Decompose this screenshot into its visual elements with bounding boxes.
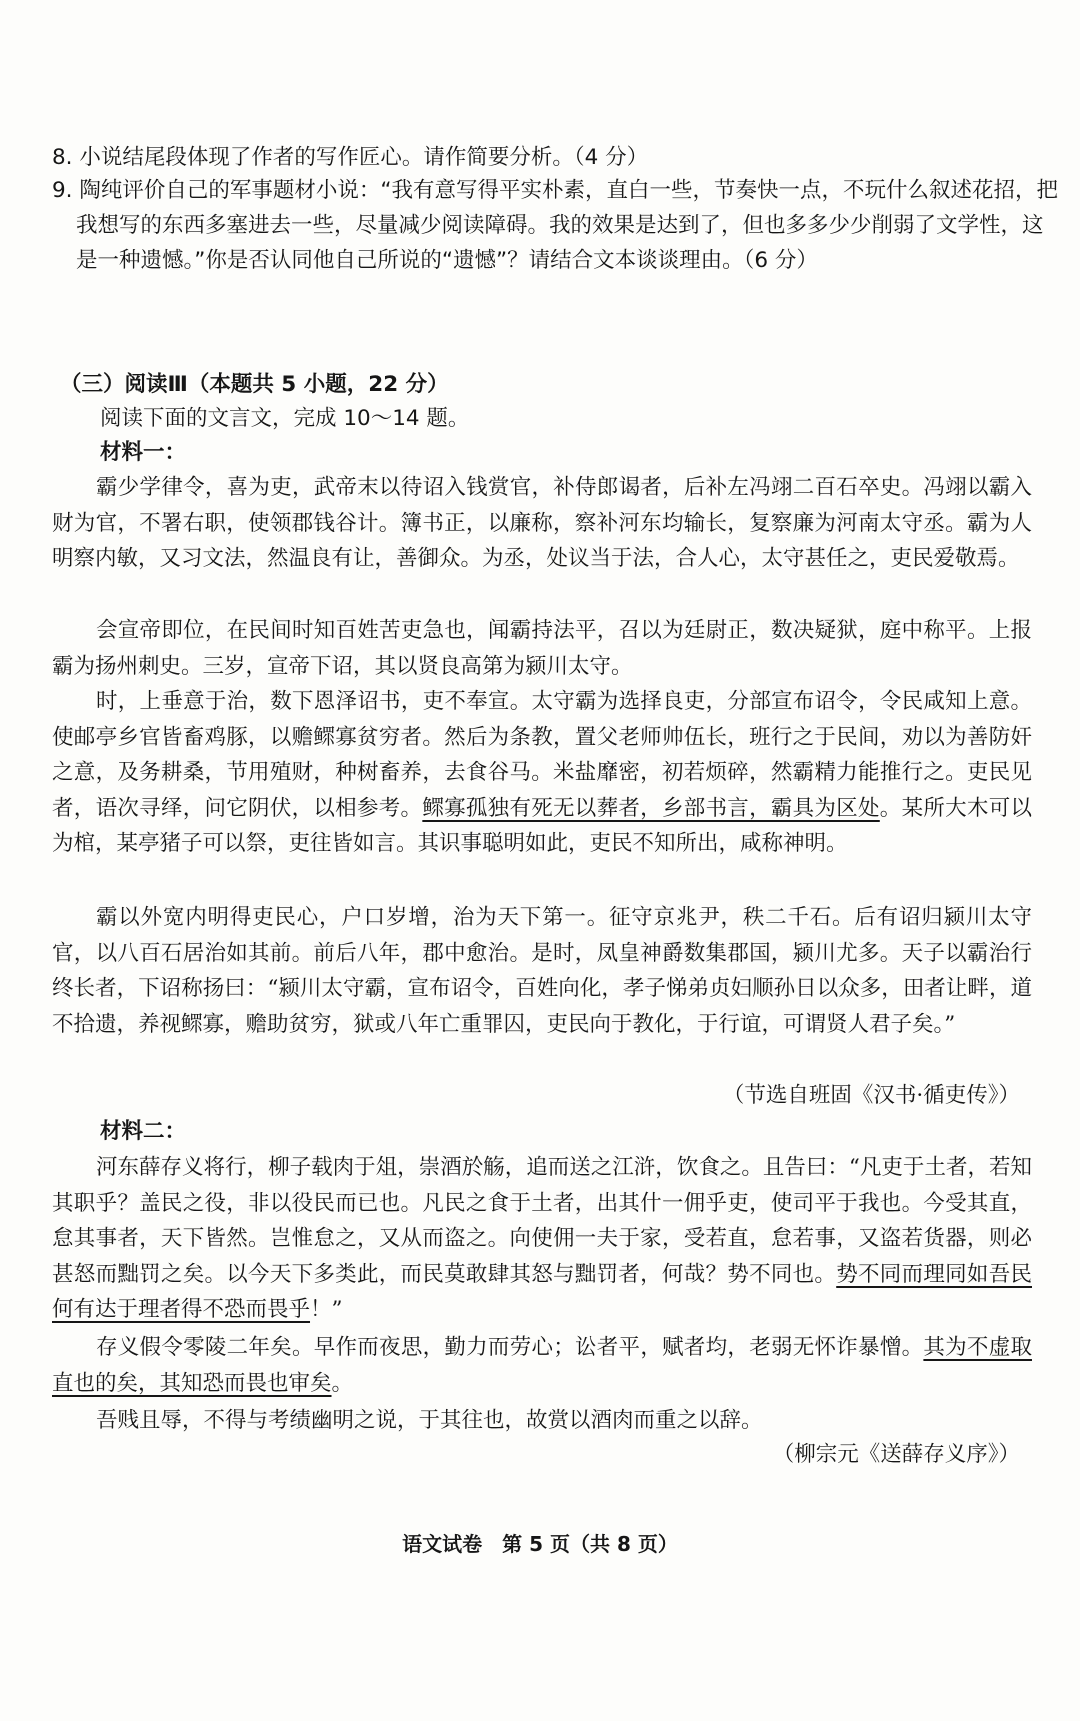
material-2-paragraph-3: 吾贱且辱，不得与考绩幽明之说，于其往也，故赏以酒肉而重之以辞。 [96,1408,763,1433]
material-1-paragraph-3 [52,684,1032,862]
page-footer: 语文试卷 第 5 页（共 8 页） [402,1532,678,1556]
material-1-paragraph-4: 霸以外宽内明得吏民心，户口岁增，治为天下第一。征守京兆尹，秩二千石。后有诏归颍川太守官，以八百石居治如其前。前后八年，郡中愈治。是时，凤皇神爵数集郡国，颍川尤多。天子以霸治行终长者，下诏称扬曰：“颍川太守霸，宣布诏令，百姓向化，孝子悌弟贞妇顺孙日以众多，田者让畔，道不拾遗，养视鳏寡，赡助贫穷，狱或八年亡重罪囚，吏民向于教化，于行谊，可谓贤人君子矣。” [52,905,1032,1037]
underlined-sentence-2: 势不同而理同如吾民何有达于理者得不恐而畏乎 [52,1261,1032,1322]
material-2-paragraph-1 [52,1150,1032,1328]
section-instruction: 阅读下面的文言文，完成 10～14 题。 [100,406,470,431]
material-2-paragraph-2-text-b: 。 [331,1370,354,1396]
material-2-paragraph-1-text-a: 河东薛存义将行，柳子载肉于俎，崇酒於觞，追而送之江浒，饮食之。且告曰：“凡吏于土者，若知其职乎？盖民之役，非以役民而已也。凡民之食于土者，出其什一佣乎吏，使司平于我也。今受其直，怠其事者，天下皆然。岂惟怠之，又从而盗之。向使佣一夫于家，受若直，怠若事，又盗若货器，则必甚怒而黜罚之矣。以今天下多类此，而民莫敢肆其怒与黜罚者，何哉？势不同也。 [52,1155,1032,1287]
material-2-paragraph-1-text-b: ！” [310,1297,343,1322]
material-1-paragraph-3-text-b: 。某所大木可以为棺，某亭猪子可以祭，吏往皆如言。其识事聪明如此，吏民不知所出，咸称神明。 [52,795,1032,856]
question-9: 9. 陶纯评价自己的军事题材小说：“我有意写得平实朴素，直白一些，节奏快一点，不玩什么叙述花招，把我想写的东西多塞进去一些，尽量减少阅读障碍。我的效果是达到了，但也多多少少削弱了文学性，这是一种遗憾。”你是否认同他自己所说的“遗憾”？请结合文本谈谈理由。（6 分） [52,178,1058,273]
material-1-paragraph-1: 霸少学律令，喜为吏，武帝末以待诏入钱赏官，补侍郎谒者，后补左冯翊二百石卒史。冯翊以霸入财为官，不署右职，使领郡钱谷计。簿书正，以廉称，察补河东均输长，复察廉为河南太守丞。霸为人明察内敏，又习文法，然温良有让，善御众。为丞，处议当于法，合人心，太守甚任之，吏民爱敬焉。 [52,475,1032,571]
material-2-paragraph-2 [52,1330,1032,1401]
material-1-paragraph-3-text-a: 时，上垂意于治，数下恩泽诏书，吏不奉宣。太守霸为选择良吏，分部宣布诏令，令民咸知上意。使邮亭乡官皆畜鸡豚，以赡鳏寡贫穷者。然后为条教，置父老师帅伍长，班行之于民间，劝以为善防奸之意，及务耕桑，节用殖财，种树畜养，去食谷马。米盐靡密，初若烦碎，然霸精力能推行之。吏民见者，语次寻绎，问它阴伏，以相参考。 [52,689,1032,821]
material-2-paragraph-2-text-a: 存义假令零陵二年矣。早作而夜思，勤力而劳心；讼者平，赋者均，老弱无怀诈暴憎。 [96,1335,924,1360]
material-1-label: 材料一： [100,440,187,465]
material-2-source: （柳宗元《送薛存义序》） [772,1442,1020,1467]
underlined-sentence-3: 其为不虚取直也的矣，其知恐而畏也审矣 [52,1335,1032,1396]
question-8: 8. 小说结尾段体现了作者的写作匠心。请作简要分析。（4 分） [52,145,649,170]
underlined-sentence-1: 鳏寡孤独有死无以葬者，乡部书言，霸具为区处 [422,795,880,821]
material-2-label: 材料二： [100,1119,187,1144]
material-1-paragraph-2: 会宣帝即位，在民间时知百姓苦吏急也，闻霸持法平，召以为廷尉正，数决疑狱，庭中称平。上报霸为扬州刺史。三岁，宣帝下诏，其以贤良高第为颍川太守。 [52,618,1032,679]
section-title: （三）阅读Ⅲ（本题共 5 小题，22 分） [60,372,449,397]
material-1-source: （节选自班固《汉书·循吏传》） [722,1083,1020,1108]
